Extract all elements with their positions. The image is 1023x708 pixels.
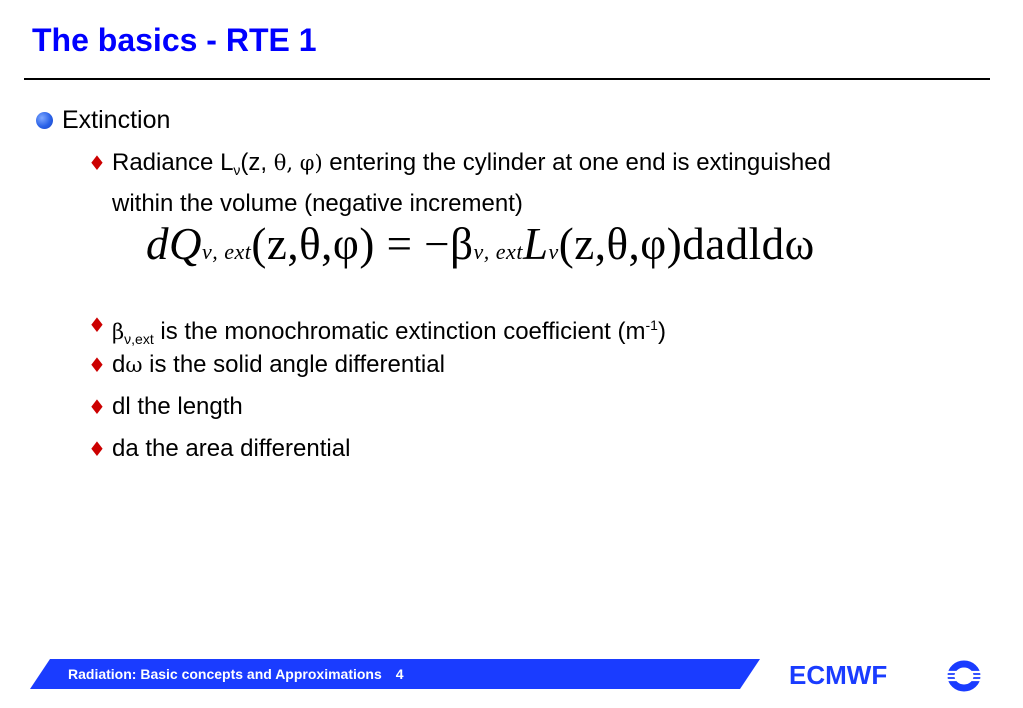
slide-title: The basics - RTE 1 (32, 22, 317, 58)
bullet-omega-greek: ω (125, 353, 143, 377)
equation-sub-3: ν (548, 239, 559, 264)
equation-sub-2: ν, ext (473, 239, 523, 264)
bullet-extinction-label: Extinction (62, 106, 171, 134)
bullet-radiance-text-1: Radiance L (112, 149, 234, 176)
bullet-omega-pre: d (112, 351, 126, 378)
bullet-omega-text: is the solid angle differential (142, 351, 445, 378)
equation-part-3: L (522, 219, 549, 269)
diamond-icon: ♦ (88, 395, 106, 419)
bullet-radiance (88, 146, 831, 221)
brand-name: ECMWF (789, 660, 888, 690)
bullet-length-text: dl the length (112, 393, 243, 420)
bullet-beta-sub: ν,ext (124, 331, 154, 347)
bullet-radiance-sub: ν (233, 162, 241, 178)
bullet-radiance-text-2: (z, (240, 149, 274, 176)
bullet-beta-sup: -1 (645, 317, 658, 333)
bullet-beta-text: is the monochromatic extinction coefficient (m (153, 318, 646, 345)
title-divider (24, 78, 990, 80)
equation-part-1: dQ (146, 219, 202, 269)
diamond-icon: ♦ (88, 353, 106, 377)
equation-sub-1: ν, ext (202, 239, 252, 264)
blue-dot-icon (36, 112, 53, 129)
bullet-omega (88, 348, 445, 382)
bullet-area (88, 432, 351, 466)
equation-part-2: (z,θ,φ) = −β (251, 219, 474, 269)
bullet-area-text: da the area differential (112, 435, 351, 462)
bullet-extinction (36, 106, 170, 135)
bullet-radiance-text-3: entering the cylinder at one end is extinguished (322, 149, 831, 176)
diamond-icon: ♦ (88, 437, 106, 461)
bullet-radiance-greek: θ, φ) (273, 151, 323, 175)
bullet-beta-end: ) (657, 318, 666, 345)
bullet-beta-greek: β (112, 320, 125, 344)
footer-caption (68, 666, 404, 682)
diamond-icon: ♦ (88, 313, 106, 337)
bullet-radiance-line-2: within the volume (negative increment) (112, 190, 523, 217)
diamond-icon: ♦ (88, 151, 106, 175)
extinction-equation (146, 218, 815, 270)
ecmwf-logo-icon (934, 656, 994, 696)
equation-part-4: (z,θ,φ)dadldω (558, 219, 815, 269)
footer-title: Radiation: Basic concepts and Approximations (68, 666, 382, 682)
page-number: 4 (395, 666, 404, 682)
bullet-length (88, 390, 243, 424)
